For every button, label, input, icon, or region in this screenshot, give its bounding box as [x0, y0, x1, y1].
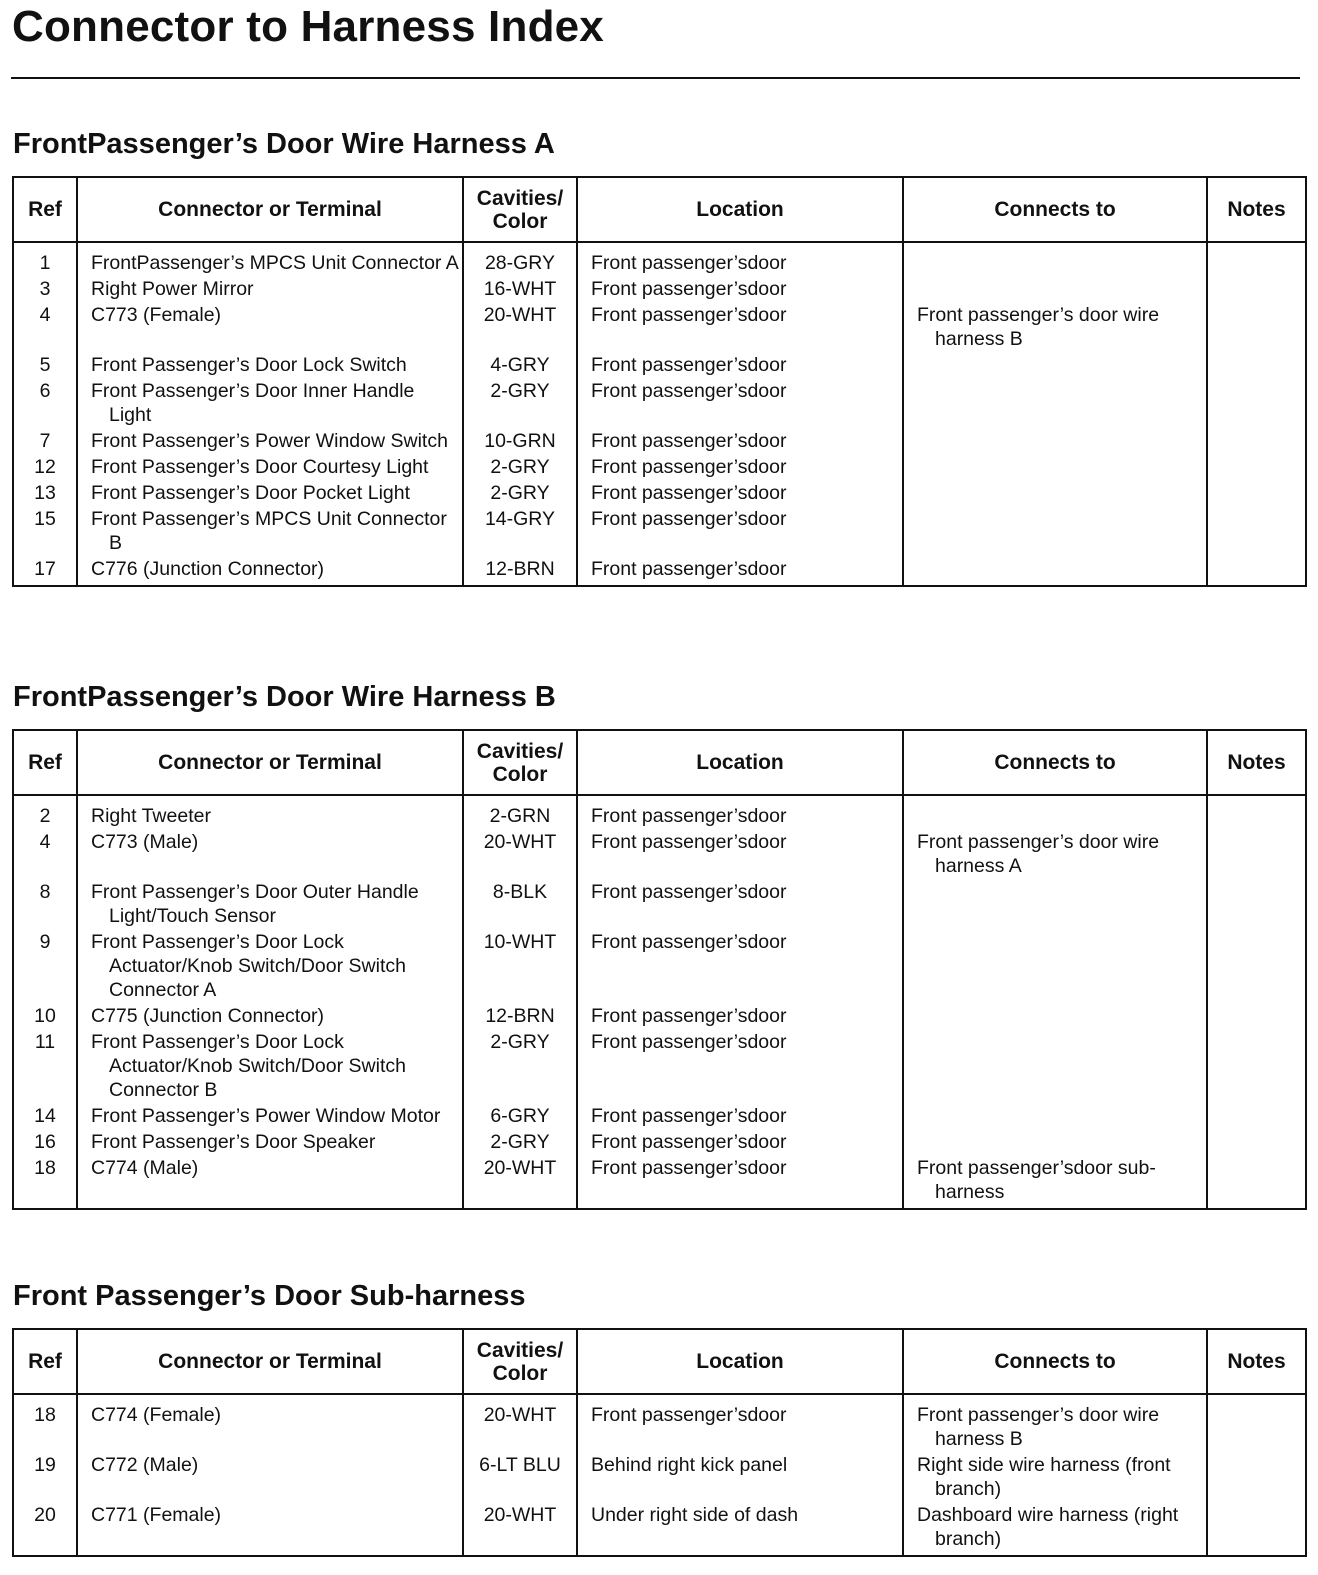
- connector-cell-text: Front Passenger’s Door Pocket Light: [91, 482, 411, 504]
- notes-cell: [1207, 1030, 1306, 1104]
- cavities-cell-text: 6-LT BLU: [479, 1454, 561, 1476]
- ref-cell-text: 9: [39, 931, 51, 953]
- notes-cell: [1207, 557, 1306, 586]
- section-title-harness-a: FrontPassenger’s Door Wire Harness A: [13, 128, 555, 160]
- ref-cell: [13, 379, 77, 429]
- connector-cell-text: C774 (Male): [91, 1157, 199, 1179]
- cavities-cell-text: 14-GRY: [484, 508, 556, 530]
- ref-cell-text: 12: [34, 456, 56, 478]
- table-row: [13, 880, 1306, 930]
- table-row: [13, 795, 1306, 830]
- ref-cell-text: 4: [39, 304, 51, 326]
- location-cell-text: Front passenger’sdoor: [591, 304, 787, 326]
- connector-cell: [77, 1453, 463, 1503]
- table-row: [13, 1130, 1306, 1156]
- location-cell: [577, 795, 903, 830]
- connects-to-cell: [903, 930, 1207, 1004]
- ref-cell: [13, 507, 77, 557]
- ref-cell: [13, 1503, 77, 1556]
- ref-cell-text: 11: [34, 1031, 56, 1053]
- location-cell-text: Front passenger’sdoor: [591, 1404, 787, 1426]
- cavities-cell: [463, 1156, 577, 1209]
- location-cell: [577, 303, 903, 353]
- table-row: [13, 429, 1306, 455]
- cavities-cell: [463, 830, 577, 880]
- cavities-cell: [463, 1030, 577, 1104]
- cavities-cell-text: 20-WHT: [483, 304, 557, 326]
- col-header-connector: [77, 1329, 463, 1394]
- location-cell: [577, 429, 903, 455]
- location-cell-text: Front passenger’sdoor: [591, 482, 787, 504]
- connector-cell-text: Front Passenger’s Door Outer Handle Light/Touch Sensor: [91, 881, 419, 927]
- table-row: [13, 277, 1306, 303]
- col-header-connects-to-text: Connects to: [994, 198, 1116, 221]
- cavities-cell-text: 20-WHT: [483, 1157, 557, 1179]
- ref-cell: [13, 1004, 77, 1030]
- ref-cell: [13, 303, 77, 353]
- col-header-cavities-text: Cavities/: [476, 1338, 564, 1362]
- col-header-connects-to: [903, 177, 1207, 242]
- cavities-cell: [463, 1004, 577, 1030]
- cavities-cell: [463, 429, 577, 455]
- ref-cell-text: 10: [34, 1005, 56, 1027]
- connector-cell-text: C774 (Female): [91, 1404, 222, 1426]
- location-cell: [577, 1104, 903, 1130]
- cavities-cell-text: 20-WHT: [483, 831, 557, 853]
- cavities-cell: [463, 795, 577, 830]
- connects-to-cell: [903, 1394, 1207, 1453]
- location-cell: [577, 1004, 903, 1030]
- cavities-cell: [463, 242, 577, 277]
- col-header-ref-text: Ref: [28, 751, 62, 774]
- location-cell: [577, 1394, 903, 1453]
- harness-a-table: [12, 176, 1307, 587]
- notes-cell: [1207, 795, 1306, 830]
- connector-cell-text: Front Passenger’s Door Speaker: [91, 1131, 376, 1153]
- col-header-location: [577, 1329, 903, 1394]
- ref-cell: [13, 1394, 77, 1453]
- connector-cell-text: C771 (Female): [91, 1504, 222, 1526]
- ref-cell-text: 2: [39, 805, 51, 827]
- col-header-connector-text: Connector or Terminal: [158, 1350, 382, 1373]
- cavities-cell: [463, 880, 577, 930]
- notes-cell: [1207, 1104, 1306, 1130]
- connector-cell-text: C773 (Female): [91, 304, 222, 326]
- location-cell-text: Front passenger’sdoor: [591, 1105, 787, 1127]
- col-header-cavities-text: Cavities/: [476, 186, 564, 210]
- cavities-cell: [463, 1130, 577, 1156]
- ref-cell: [13, 1156, 77, 1209]
- notes-cell: [1207, 1156, 1306, 1209]
- sub-harness-table: [12, 1328, 1307, 1557]
- notes-cell: [1207, 303, 1306, 353]
- cavities-cell-text: 2-GRY: [490, 380, 550, 402]
- connector-cell-text: Front Passenger’s Door Courtesy Light: [91, 456, 429, 478]
- connects-to-cell: [903, 1156, 1207, 1209]
- ref-cell: [13, 242, 77, 277]
- location-cell-text: Front passenger’sdoor: [591, 831, 787, 853]
- table-row: [13, 930, 1306, 1004]
- connector-cell-text: Front Passenger’s Door Inner Handle Light: [91, 380, 415, 426]
- location-cell-text: Front passenger’sdoor: [591, 558, 787, 580]
- location-cell-text: Front passenger’sdoor: [591, 456, 787, 478]
- table-header-row: [13, 1329, 1306, 1394]
- notes-cell: [1207, 1503, 1306, 1556]
- notes-cell: [1207, 830, 1306, 880]
- location-cell: [577, 557, 903, 586]
- cavities-cell-text: 6-GRY: [490, 1105, 550, 1127]
- connects-to-cell: [903, 507, 1207, 557]
- ref-cell-text: 1: [39, 252, 51, 274]
- location-cell-text: Front passenger’sdoor: [591, 278, 787, 300]
- connects-to-cell: [903, 880, 1207, 930]
- col-header-notes: [1207, 177, 1306, 242]
- cavities-cell-text: 20-WHT: [483, 1404, 557, 1426]
- notes-cell: [1207, 1130, 1306, 1156]
- title-divider: [11, 77, 1300, 79]
- table-row: [13, 1394, 1306, 1453]
- col-header-ref: [13, 730, 77, 795]
- connects-to-cell-text: Dashboard wire harness (right branch): [917, 1504, 1179, 1550]
- table-row: [13, 830, 1306, 880]
- connects-to-cell: [903, 379, 1207, 429]
- col-header-cavities: [463, 177, 577, 242]
- col-header-cavities-text: Cavities/: [476, 739, 564, 763]
- col-header-cavities-text: Color: [492, 762, 548, 786]
- cavities-cell-text: 4-GRY: [490, 354, 550, 376]
- location-cell-text: Front passenger’sdoor: [591, 1031, 787, 1053]
- notes-cell: [1207, 1453, 1306, 1503]
- col-header-cavities-text: Color: [492, 1361, 548, 1385]
- table-row: [13, 1104, 1306, 1130]
- notes-cell: [1207, 930, 1306, 1004]
- notes-cell: [1207, 379, 1306, 429]
- connector-cell-text: C776 (Junction Connector): [91, 558, 325, 580]
- ref-cell-text: 16: [34, 1131, 56, 1153]
- ref-cell: [13, 1104, 77, 1130]
- connects-to-cell: [903, 1453, 1207, 1503]
- notes-cell: [1207, 507, 1306, 557]
- table-row: [13, 1156, 1306, 1209]
- col-header-location-text: Location: [696, 198, 784, 221]
- col-header-notes-text: Notes: [1227, 751, 1286, 774]
- connector-cell: [77, 277, 463, 303]
- ref-cell-text: 19: [34, 1454, 56, 1476]
- ref-cell: [13, 830, 77, 880]
- connects-to-cell-text: Front passenger’s door wire harness A: [917, 831, 1160, 877]
- table-row: [13, 481, 1306, 507]
- connects-to-cell: [903, 1104, 1207, 1130]
- connector-cell: [77, 557, 463, 586]
- notes-cell: [1207, 353, 1306, 379]
- col-header-ref: [13, 1329, 77, 1394]
- col-header-connects-to-text: Connects to: [994, 751, 1116, 774]
- table-row: [13, 455, 1306, 481]
- table-row: [13, 1030, 1306, 1104]
- ref-cell: [13, 930, 77, 1004]
- col-header-location: [577, 730, 903, 795]
- cavities-cell: [463, 455, 577, 481]
- cavities-cell-text: 2-GRN: [489, 805, 551, 827]
- col-header-location-text: Location: [696, 1350, 784, 1373]
- location-cell: [577, 930, 903, 1004]
- ref-cell-text: 6: [39, 380, 51, 402]
- table-header-row: [13, 177, 1306, 242]
- col-header-location: [577, 177, 903, 242]
- col-header-notes-text: Notes: [1227, 1350, 1286, 1373]
- connector-cell: [77, 1130, 463, 1156]
- ref-cell-text: 15: [34, 508, 56, 530]
- ref-cell: [13, 795, 77, 830]
- ref-cell-text: 4: [39, 831, 51, 853]
- cavities-cell-text: 8-BLK: [492, 881, 548, 903]
- location-cell-text: Front passenger’sdoor: [591, 252, 787, 274]
- cavities-cell: [463, 930, 577, 1004]
- location-cell: [577, 1503, 903, 1556]
- location-cell: [577, 1030, 903, 1104]
- location-cell-text: Behind right kick panel: [591, 1454, 788, 1476]
- table-row: [13, 507, 1306, 557]
- ref-cell: [13, 455, 77, 481]
- connector-cell: [77, 1394, 463, 1453]
- connector-cell: [77, 481, 463, 507]
- ref-cell: [13, 1130, 77, 1156]
- ref-cell-text: 7: [39, 430, 51, 452]
- col-header-cavities: [463, 730, 577, 795]
- connects-to-cell-text: Front passenger’s door wire harness B: [917, 304, 1160, 350]
- location-cell-text: Front passenger’sdoor: [591, 1157, 787, 1179]
- cavities-cell-text: 16-WHT: [483, 278, 557, 300]
- table-header-row: [13, 730, 1306, 795]
- ref-cell-text: 13: [34, 482, 56, 504]
- connector-cell: [77, 1004, 463, 1030]
- cavities-cell-text: 12-BRN: [485, 558, 555, 580]
- cavities-cell-text: 2-GRY: [490, 1031, 550, 1053]
- col-header-cavities-text: Color: [492, 209, 548, 233]
- harness-b-table: [12, 729, 1307, 1210]
- connector-cell: [77, 242, 463, 277]
- connects-to-cell: [903, 795, 1207, 830]
- ref-cell: [13, 557, 77, 586]
- ref-cell-text: 20: [34, 1504, 56, 1526]
- notes-cell: [1207, 1004, 1306, 1030]
- connects-to-cell: [903, 481, 1207, 507]
- connector-cell-text: C775 (Junction Connector): [91, 1005, 325, 1027]
- table-row: [13, 379, 1306, 429]
- ref-cell: [13, 353, 77, 379]
- connects-to-cell: [903, 455, 1207, 481]
- connector-cell-text: Front Passenger’s Door Lock Actuator/Knob Switch/Door Switch Connector B: [91, 1031, 406, 1101]
- ref-cell-text: 17: [34, 558, 56, 580]
- location-cell: [577, 1156, 903, 1209]
- cavities-cell-text: 12-BRN: [485, 1005, 555, 1027]
- location-cell-text: Front passenger’sdoor: [591, 354, 787, 376]
- connects-to-cell: [903, 303, 1207, 353]
- ref-cell: [13, 1030, 77, 1104]
- ref-cell: [13, 429, 77, 455]
- cavities-cell-text: 20-WHT: [483, 1504, 557, 1526]
- ref-cell-text: 3: [39, 278, 51, 300]
- cavities-cell: [463, 379, 577, 429]
- ref-cell-text: 8: [39, 881, 51, 903]
- col-header-ref-text: Ref: [28, 1350, 62, 1373]
- col-header-cavities: [463, 1329, 577, 1394]
- connector-cell-text: C772 (Male): [91, 1454, 199, 1476]
- cavities-cell-text: 2-GRY: [490, 456, 550, 478]
- location-cell-text: Under right side of dash: [591, 1504, 799, 1526]
- table-row: [13, 353, 1306, 379]
- cavities-cell: [463, 1104, 577, 1130]
- ref-cell-text: 14: [34, 1105, 56, 1127]
- table-row: [13, 303, 1306, 353]
- connector-cell: [77, 429, 463, 455]
- cavities-cell-text: 10-GRN: [484, 430, 556, 452]
- location-cell-text: Front passenger’sdoor: [591, 380, 787, 402]
- cavities-cell-text: 28-GRY: [484, 252, 556, 274]
- connector-cell-text: Right Power Mirror: [91, 278, 254, 300]
- col-header-connector-text: Connector or Terminal: [158, 198, 382, 221]
- col-header-notes: [1207, 1329, 1306, 1394]
- ref-cell: [13, 880, 77, 930]
- connects-to-cell: [903, 557, 1207, 586]
- cavities-cell: [463, 303, 577, 353]
- col-header-location-text: Location: [696, 751, 784, 774]
- location-cell: [577, 481, 903, 507]
- col-header-connector: [77, 730, 463, 795]
- connector-cell: [77, 795, 463, 830]
- location-cell-text: Front passenger’sdoor: [591, 805, 787, 827]
- cavities-cell: [463, 481, 577, 507]
- location-cell-text: Front passenger’sdoor: [591, 508, 787, 530]
- section-title-sub-harness: Front Passenger’s Door Sub-harness: [13, 1280, 526, 1312]
- connector-cell: [77, 930, 463, 1004]
- table-row: [13, 1503, 1306, 1556]
- table-row: [13, 1453, 1306, 1503]
- connector-cell: [77, 507, 463, 557]
- connector-cell: [77, 455, 463, 481]
- location-cell: [577, 242, 903, 277]
- page-title: Connector to Harness Index: [12, 2, 604, 51]
- table-row: [13, 242, 1306, 277]
- notes-cell: [1207, 880, 1306, 930]
- col-header-connects-to: [903, 1329, 1207, 1394]
- notes-cell: [1207, 242, 1306, 277]
- connector-cell-text: Front Passenger’s Power Window Switch: [91, 430, 448, 452]
- connector-cell: [77, 1030, 463, 1104]
- notes-cell: [1207, 277, 1306, 303]
- connects-to-cell: [903, 429, 1207, 455]
- ref-cell-text: 18: [34, 1157, 56, 1179]
- connects-to-cell: [903, 242, 1207, 277]
- cavities-cell: [463, 353, 577, 379]
- connects-to-cell-text: Right side wire harness (front branch): [917, 1454, 1171, 1500]
- connects-to-cell: [903, 277, 1207, 303]
- location-cell: [577, 1130, 903, 1156]
- location-cell-text: Front passenger’sdoor: [591, 1005, 787, 1027]
- notes-cell: [1207, 481, 1306, 507]
- notes-cell: [1207, 455, 1306, 481]
- ref-cell: [13, 277, 77, 303]
- col-header-notes: [1207, 730, 1306, 795]
- table-row: [13, 557, 1306, 586]
- ref-cell: [13, 481, 77, 507]
- cavities-cell-text: 2-GRY: [490, 482, 550, 504]
- connector-cell-text: Right Tweeter: [91, 805, 211, 827]
- cavities-cell: [463, 1503, 577, 1556]
- cavities-cell-text: 10-WHT: [483, 931, 557, 953]
- col-header-connects-to-text: Connects to: [994, 1350, 1116, 1373]
- notes-cell: [1207, 429, 1306, 455]
- col-header-ref-text: Ref: [28, 198, 62, 221]
- col-header-notes-text: Notes: [1227, 198, 1286, 221]
- connector-cell: [77, 1104, 463, 1130]
- location-cell: [577, 1453, 903, 1503]
- location-cell: [577, 379, 903, 429]
- connector-cell: [77, 1156, 463, 1209]
- col-header-connector-text: Connector or Terminal: [158, 751, 382, 774]
- connector-cell-text: Front Passenger’s Door Lock Switch: [91, 354, 407, 376]
- ref-cell-text: 18: [34, 1404, 56, 1426]
- connector-cell: [77, 353, 463, 379]
- connects-to-cell: [903, 1503, 1207, 1556]
- location-cell-text: Front passenger’sdoor: [591, 430, 787, 452]
- table-row: [13, 1004, 1306, 1030]
- connects-to-cell-text: Front passenger’s door wire harness B: [917, 1404, 1160, 1450]
- cavities-cell: [463, 1394, 577, 1453]
- col-header-ref: [13, 177, 77, 242]
- connector-cell-text: Front Passenger’s Door Lock Actuator/Knob Switch/Door Switch Connector A: [91, 931, 406, 1001]
- connector-cell: [77, 830, 463, 880]
- location-cell-text: Front passenger’sdoor: [591, 881, 787, 903]
- col-header-connects-to: [903, 730, 1207, 795]
- location-cell: [577, 277, 903, 303]
- location-cell: [577, 880, 903, 930]
- col-header-connector: [77, 177, 463, 242]
- connects-to-cell: [903, 1004, 1207, 1030]
- connector-cell-text: Front Passenger’s MPCS Unit Connector B: [91, 508, 447, 554]
- location-cell: [577, 830, 903, 880]
- connector-cell: [77, 880, 463, 930]
- ref-cell: [13, 1453, 77, 1503]
- cavities-cell: [463, 277, 577, 303]
- cavities-cell-text: 2-GRY: [490, 1131, 550, 1153]
- location-cell: [577, 455, 903, 481]
- connector-cell-text: FrontPassenger’s MPCS Unit Connector A: [91, 252, 459, 274]
- location-cell: [577, 507, 903, 557]
- cavities-cell: [463, 557, 577, 586]
- cavities-cell: [463, 1453, 577, 1503]
- ref-cell-text: 5: [39, 354, 51, 376]
- connector-cell: [77, 379, 463, 429]
- location-cell: [577, 353, 903, 379]
- section-title-harness-b: FrontPassenger’s Door Wire Harness B: [13, 681, 556, 713]
- notes-cell: [1207, 1394, 1306, 1453]
- location-cell-text: Front passenger’sdoor: [591, 931, 787, 953]
- connects-to-cell: [903, 830, 1207, 880]
- location-cell-text: Front passenger’sdoor: [591, 1131, 787, 1153]
- connector-cell-text: Front Passenger’s Power Window Motor: [91, 1105, 441, 1127]
- connector-cell: [77, 303, 463, 353]
- connects-to-cell: [903, 1130, 1207, 1156]
- connects-to-cell: [903, 353, 1207, 379]
- cavities-cell: [463, 507, 577, 557]
- connects-to-cell-text: Front passenger’sdoor sub-harness: [917, 1157, 1156, 1203]
- connector-cell-text: C773 (Male): [91, 831, 199, 853]
- connector-cell: [77, 1503, 463, 1556]
- connects-to-cell: [903, 1030, 1207, 1104]
